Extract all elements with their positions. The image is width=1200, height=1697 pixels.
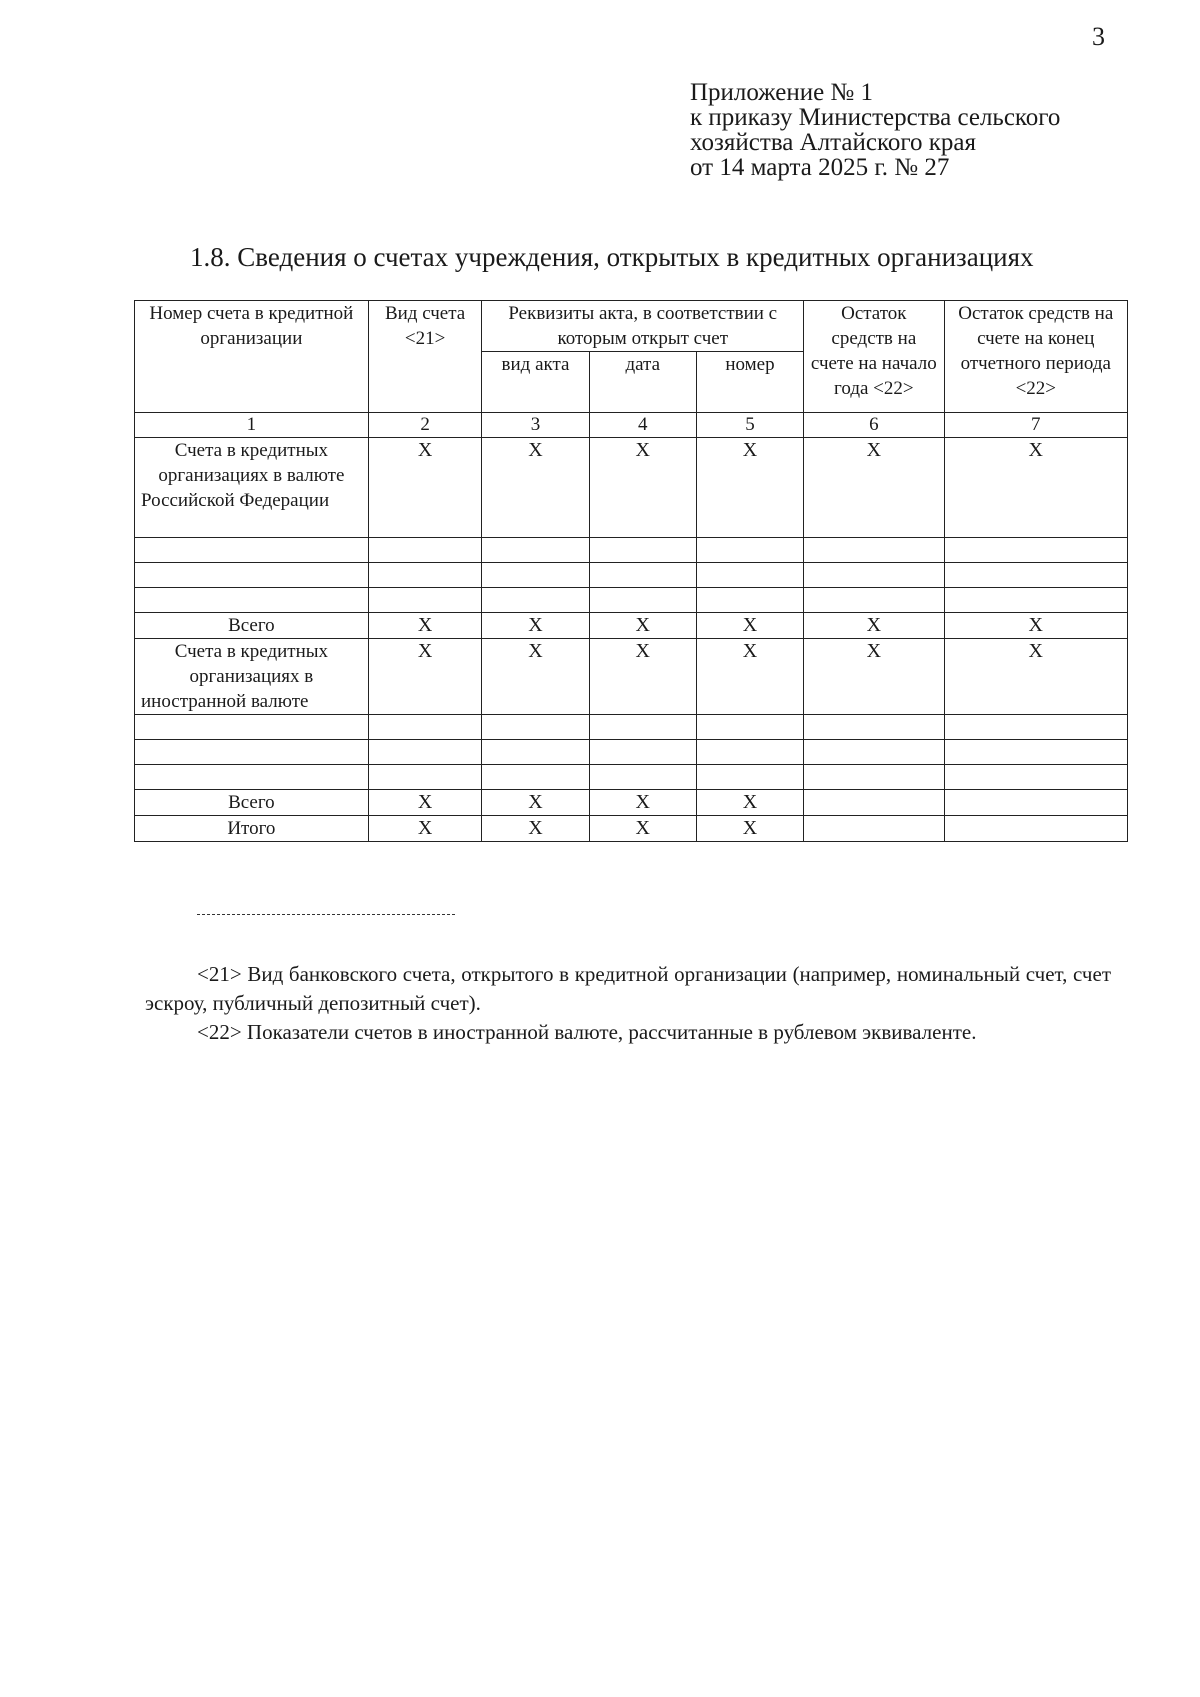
header-act-details: Реквизиты акта, в соответствии с которым открыт счет	[482, 301, 804, 352]
footnote: <21> Вид банковского счета, открытого в кредитной организации (например, номинальный счет, счет эскроу, публичный депозитный счет).	[145, 962, 1111, 1015]
appendix-line: к приказу Министерства сельского	[690, 104, 1061, 131]
cell-mark	[944, 790, 1127, 816]
header-act-date: дата	[589, 352, 696, 413]
cell-mark: X	[696, 613, 803, 639]
cell-mark	[944, 816, 1127, 842]
appendix-line: от 14 марта 2025 г. № 27	[690, 154, 950, 181]
header-balance-start: Остаток средств на счете на начало года <22>	[804, 301, 944, 413]
cell-mark: X	[804, 438, 944, 538]
header-act-number: номер	[696, 352, 803, 413]
cell-mark: X	[804, 639, 944, 715]
empty-row	[135, 563, 1128, 588]
footnote: <22> Показатели счетов в иностранной валюте, рассчитанные в рублевом эквиваленте.	[197, 1020, 977, 1044]
cell-mark	[804, 790, 944, 816]
cell-mark: X	[482, 639, 589, 715]
cell-mark: X	[696, 639, 803, 715]
column-number: 1	[135, 413, 369, 438]
cell-mark: X	[368, 816, 482, 842]
row-label: Счета в кредитных организациях в валюте Российской Федерации	[135, 438, 369, 538]
cell-mark: X	[482, 790, 589, 816]
column-number: 3	[482, 413, 589, 438]
empty-row	[135, 538, 1128, 563]
cell-mark: X	[368, 438, 482, 538]
empty-row	[135, 740, 1128, 765]
cell-mark: X	[482, 613, 589, 639]
column-number-row	[135, 413, 1128, 438]
cell-mark: X	[589, 816, 696, 842]
appendix-line: Приложение № 1	[690, 79, 874, 106]
column-number: 7	[944, 413, 1127, 438]
table-row	[135, 790, 1128, 816]
cell-mark: X	[368, 639, 482, 715]
footnotes	[145, 960, 1111, 1047]
cell-mark: X	[589, 613, 696, 639]
table-row	[135, 639, 1128, 715]
cell-mark: X	[944, 438, 1127, 538]
cell-mark: X	[944, 613, 1127, 639]
cell-mark: X	[589, 790, 696, 816]
cell-mark: X	[589, 438, 696, 538]
row-label: Всего	[135, 790, 369, 816]
cell-mark: X	[482, 816, 589, 842]
cell-mark: X	[368, 613, 482, 639]
column-number: 4	[589, 413, 696, 438]
section-title: 1.8. Сведения о счетах учреждения, открытых в кредитных организациях	[190, 242, 1034, 272]
row-label: Всего	[135, 613, 369, 639]
page-number: 3	[1092, 22, 1105, 51]
empty-row	[135, 765, 1128, 790]
table-row	[135, 816, 1128, 842]
cell-mark: X	[696, 790, 803, 816]
cell-mark: X	[944, 639, 1127, 715]
cell-mark: X	[482, 438, 589, 538]
column-number: 6	[804, 413, 944, 438]
column-number: 2	[368, 413, 482, 438]
header-act-type: вид акта	[482, 352, 589, 413]
footnote-separator	[197, 914, 455, 915]
empty-row	[135, 588, 1128, 613]
empty-row	[135, 715, 1128, 740]
row-label: Счета в кредитных организациях в иностранной валюте	[135, 639, 369, 715]
accounts-table	[134, 300, 1128, 842]
cell-mark: X	[368, 790, 482, 816]
cell-mark	[804, 816, 944, 842]
cell-mark: X	[589, 639, 696, 715]
header-account-number: Номер счета в кредитной организации	[135, 301, 369, 413]
header-row	[135, 301, 1128, 352]
header-account-type: Вид счета <21>	[368, 301, 482, 413]
cell-mark: X	[804, 613, 944, 639]
appendix-block	[690, 80, 1060, 180]
column-number: 5	[696, 413, 803, 438]
table-row	[135, 613, 1128, 639]
cell-mark: X	[696, 816, 803, 842]
table-row	[135, 438, 1128, 538]
header-balance-end: Остаток средств на счете на конец отчетного периода <22>	[944, 301, 1127, 413]
cell-mark: X	[696, 438, 803, 538]
row-label: Итого	[135, 816, 369, 842]
appendix-line: хозяйства Алтайского края	[690, 129, 976, 156]
